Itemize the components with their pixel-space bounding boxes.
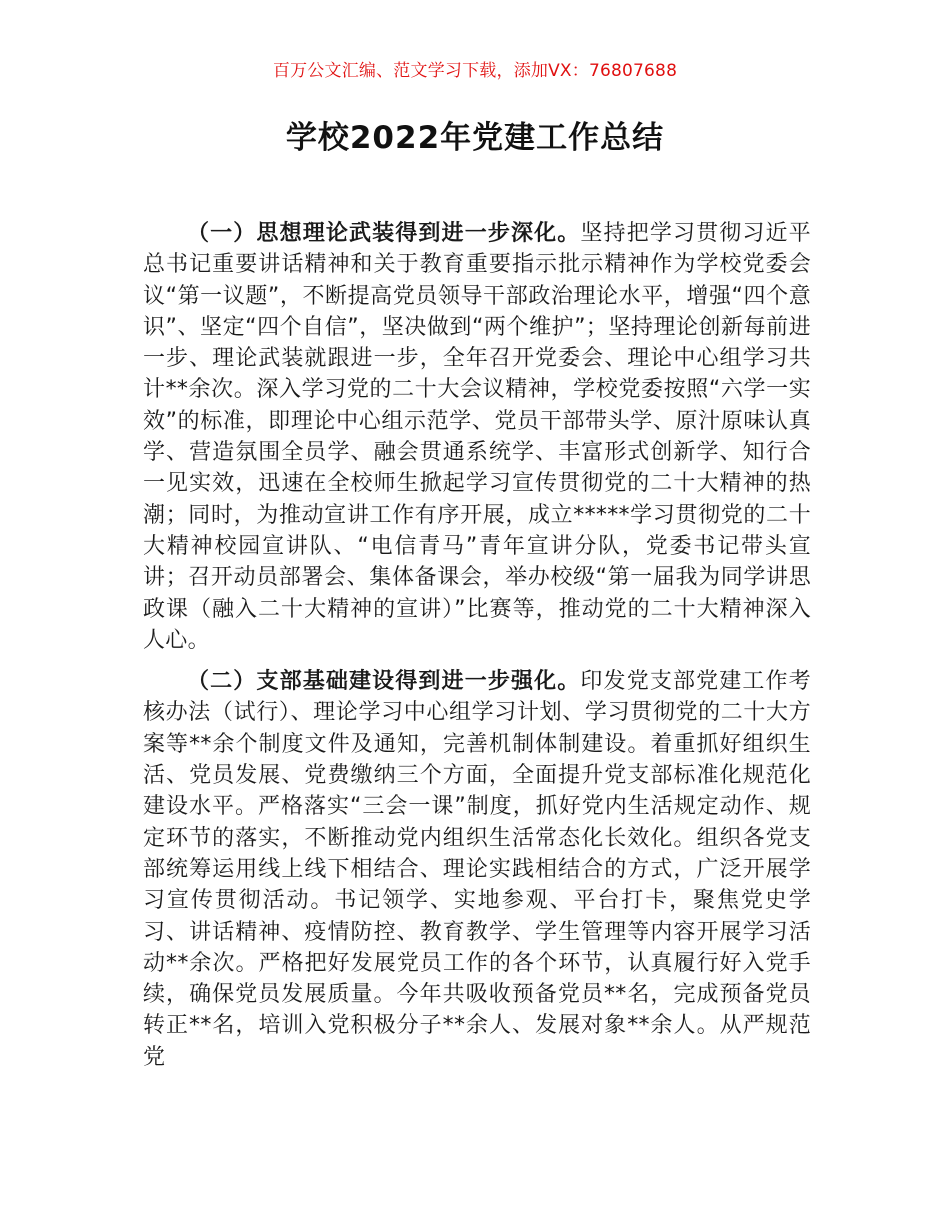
paragraph-ideology xyxy=(143,218,811,656)
paragraph-text: 坚持把学习贯彻习近平总书记重要讲话精神和关于教育重要指示批示精神作为学校党委会议“第一议题”，不断提高党员领导干部政治理论水平，增强“四个意识”、坚定“四个自信”，坚决做到“两个维护”；坚持理论创新每前进一步、理论武装就跟进一步，全年召开党委会、理论中心组学习共计**余次。深入学习党的二十大会议精神，学校党委按照“六学一实效”的标准，即理论中心组示范学、党员干部带头学、原汁原味认真学、营造氛围全员学、融会贯通系统学、丰富形式创新学、知行合一见实效，迅速在全校师生掀起学习宣传贯彻党的二十大精神的热潮；同时，为推动宣讲工作有序开展，成立*****学习贯彻党的二十大精神校园宣讲队、“电信青马”青年宣讲分队，党委书记带头宣讲；召开动员部署会、集体备课会，举办校级“第一届我为同学讲思政课（融入二十大精神的宣讲）”比赛等，推动党的二十大精神深入人心。 xyxy=(143,221,811,653)
paragraph-heading: （一）思想理论武装得到进一步深化。 xyxy=(187,221,581,246)
paragraph-heading: （二）支部基础建设得到进一步强化。 xyxy=(187,669,581,695)
paragraph-text: 印发党支部党建工作考核办法（试行）、理论学习中心组学习计划、学习贯彻党的二十大方案等**余个制度文件及通知，完善机制体制建设。着重抓好组织生活、党员发展、党费缴纳三个方面，全面提升党支部标准化规范化建设水平。严格落实“三会一课”制度，抓好党内生活规定动作、规定环节的落实，不断推动党内组织生活常态化长效化。组织各党支部统筹运用线上线下相结合、理论实践相结合的方式，广泛开展学习宣传贯彻活动。书记领学、实地参观、平台打卡，聚焦党史学习、讲话精神、疫情防控、教育教学、学生管理等内容开展学习活动**余次。严格把好发展党员工作的各个环节，认真履行好入党手续，确保党员发展质量。今年共吸收预备党员**名，完成预备党员转正**名，培训入党积极分子**余人、发展对象**余人。从严规范党 xyxy=(143,669,811,1070)
header-watermark-note: 百万公文汇编、范文学习下载，添加VX：76807688 xyxy=(272,61,678,81)
document-title: 学校2022年党建工作总结 xyxy=(285,120,665,156)
document-body xyxy=(143,218,811,1083)
paragraph-branch-building xyxy=(143,666,811,1073)
